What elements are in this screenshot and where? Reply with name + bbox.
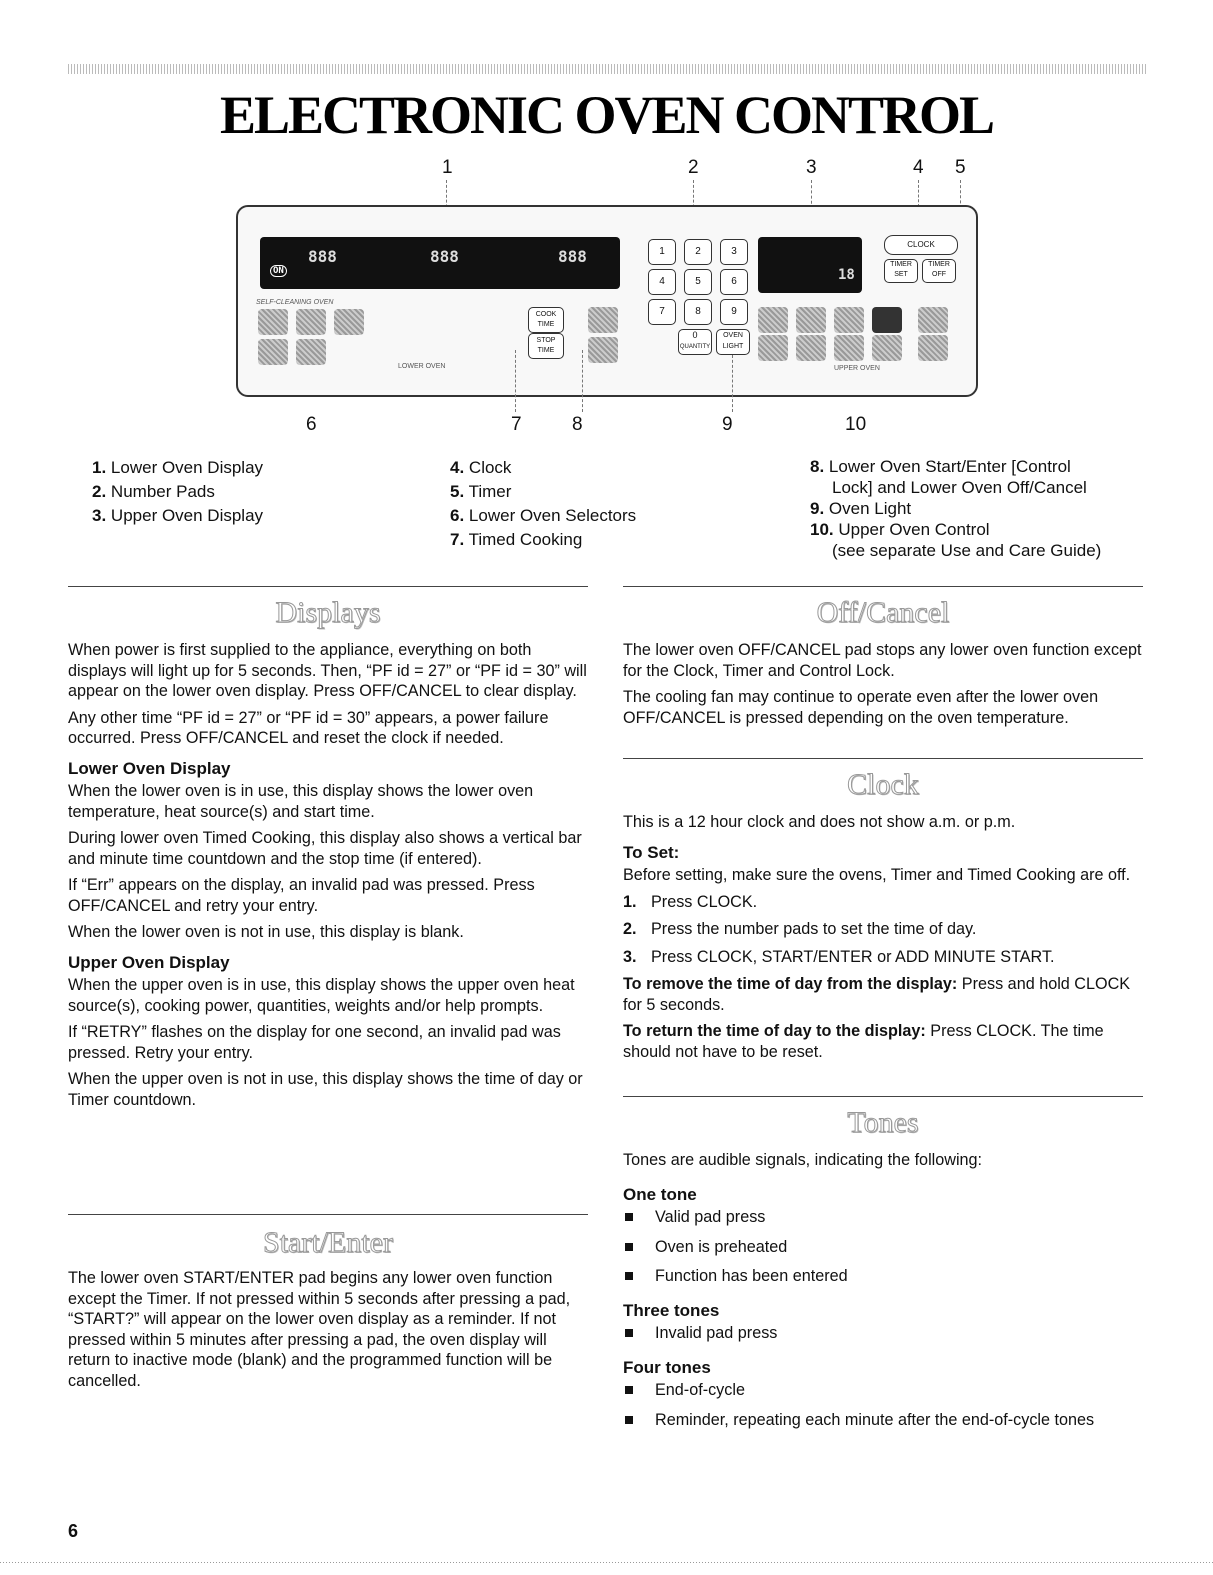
one-tone-heading: One tone [623, 1184, 697, 1204]
upper-pad [758, 335, 788, 361]
upper-pad [758, 307, 788, 333]
upper-pad [796, 335, 826, 361]
paragraph: Any other time “PF id = 27” or “PF id = 30” appears, a power failure occurred. Press OFF/CANCEL and reset the clock if needed. [68, 708, 549, 747]
step-item: 1. Press CLOCK. [623, 892, 758, 911]
paragraph: The lower oven OFF/CANCEL pad stops any lower oven function except for the Clock, Timer and Control Lock. [623, 641, 1142, 680]
legend-item: 1. Lower Oven Display [92, 458, 264, 477]
number-pad-1: 1 [648, 239, 676, 265]
control-panel-diagram [236, 205, 978, 397]
three-tones-heading: Three tones [623, 1300, 720, 1320]
bullet-item: Oven is preheated [623, 1237, 1145, 1258]
display-digits: 888 [558, 247, 587, 266]
to-set-heading: To Set: [623, 842, 680, 862]
number-pad-6: 6 [720, 269, 748, 295]
upper-pad [872, 335, 902, 361]
section-rule [68, 586, 588, 587]
paragraph: When the upper oven is not in use, this display shows the time of day or Timer countdown. [68, 1070, 583, 1109]
lower-oven-label: LOWER OVEN [398, 363, 446, 370]
off-cancel-section [623, 640, 1145, 734]
callout-2: 2 [688, 157, 699, 178]
callout-6: 6 [306, 414, 317, 435]
tones-heading: Tones [847, 1106, 919, 1139]
section-rule [68, 1214, 588, 1215]
display-digits: 18 [838, 267, 855, 283]
paragraph: Before setting, make sure the ovens, Timer and Timed Cooking are off. [623, 866, 1131, 884]
lower-oven-display [260, 237, 620, 289]
legend-item: 6. Lower Oven Selectors [450, 506, 637, 525]
upper-oven-label: UPPER OVEN [834, 365, 880, 372]
conv-bake-pad [258, 339, 288, 365]
lower-oven-display-heading: Lower Oven Display [68, 758, 231, 778]
legend-column-3 [810, 456, 1130, 561]
legend-item: 2. Number Pads [92, 482, 215, 501]
paragraph: When the lower oven is not in use, this display is blank. [68, 923, 464, 941]
self-clean-label: SELF-CLEANING OVEN [256, 299, 334, 306]
callout-4: 4 [913, 157, 924, 178]
paragraph: The cooling fan may continue to operate even after the lower oven OFF/CANCEL is pressed depending on the oven temperature. [623, 688, 1099, 727]
upper-pad [834, 335, 864, 361]
legend-item: 9. Oven Light [810, 499, 912, 518]
leader-line [732, 355, 733, 412]
quantity-label: QUANTITY [679, 344, 711, 350]
legend-item: 3. Upper Oven Display [92, 506, 264, 525]
callout-5: 5 [955, 157, 966, 178]
clock-section [623, 812, 1145, 1068]
leader-line [515, 350, 516, 412]
callout-3: 3 [806, 157, 817, 178]
auto-clean-pad [334, 309, 364, 335]
paragraph: When power is first supplied to the appliance, everything on both displays will light up for 5 seconds. Then, “PF id = 27” or “PF id = 30” will appear on the lower oven display. Press OFF/CANCEL to clear display. [68, 641, 587, 700]
callout-9: 9 [722, 414, 733, 435]
number-pad-7: 7 [648, 299, 676, 325]
paragraph: If “RETRY” flashes on the display for one second, an invalid pad was pressed. Retry your entry. [68, 1023, 561, 1062]
number-pad-3: 3 [720, 239, 748, 265]
step-item: 3. Press CLOCK, START/ENTER or ADD MINUTE START. [623, 947, 1055, 966]
start-enter-heading: Start/Enter [263, 1226, 393, 1259]
off-cancel-pad [588, 337, 618, 363]
on-indicator: ON [270, 265, 287, 277]
displays-heading: Displays [275, 596, 381, 629]
bottom-decorative-line [0, 1562, 1213, 1563]
bullet-item: End-of-cycle [623, 1380, 1145, 1401]
number-pad-0 [678, 329, 712, 355]
displays-section [68, 640, 588, 1116]
zero-label: 0 [692, 330, 698, 340]
paragraph: The lower oven START/ENTER pad begins any lower oven function except the Timer. If not pressed within 5 seconds after pressing a pad, “START?” will appear on the lower oven display as a reminder. If not pressed within 5 minutes after pressing a pad, the oven display will return to inactive mode (blank) and the programmed function will be cancelled. [68, 1269, 571, 1390]
bullet-item: Function has been entered [623, 1266, 1145, 1287]
legend-item: 4. Clock [450, 458, 512, 477]
add-minute-start-pad [918, 307, 948, 333]
callout-7: 7 [511, 414, 522, 435]
oven-light-pad: OVEN LIGHT [716, 329, 750, 355]
leader-line [582, 350, 583, 412]
callout-1: 1 [442, 157, 453, 178]
section-rule [623, 758, 1143, 759]
start-enter-pad [588, 307, 618, 333]
legend-item: 8. Lower Oven Start/Enter [Control [810, 457, 1071, 476]
paragraph: Tones are audible signals, indicating the following: [623, 1151, 983, 1169]
speed-cook-pad [872, 307, 902, 333]
off-cancel-heading: Off/Cancel [816, 596, 950, 629]
page-title: ELECTRONIC OVEN CONTROL [219, 85, 994, 145]
number-pad-5: 5 [684, 269, 712, 295]
section-rule [623, 1096, 1143, 1097]
top-decorative-band [68, 64, 1148, 74]
bullet-item: Reminder, repeating each minute after the end-of-cycle tones [623, 1410, 1145, 1431]
legend-item: 10. Upper Oven Control [810, 520, 990, 539]
clock-heading: Clock [847, 768, 919, 801]
tones-section [623, 1150, 1145, 1439]
legend-column-2 [450, 456, 750, 552]
legend-column-1 [92, 456, 392, 528]
legend-item: 7. Timed Cooking [450, 530, 583, 549]
conv-broil-pad [296, 339, 326, 365]
callout-8: 8 [572, 414, 583, 435]
upper-oven-display-heading: Upper Oven Display [68, 952, 230, 972]
number-pad-8: 8 [684, 299, 712, 325]
paragraph: When the upper oven is in use, this display shows the upper oven heat source(s), cooking power, quantities, weights and/or help prompts. [68, 976, 575, 1015]
start-enter-section [68, 1268, 588, 1397]
stop-time-pad: STOP TIME [528, 333, 564, 359]
display-digits: 888 [308, 247, 337, 266]
remove-time-paragraph: To remove the time of day from the display: Press and hold CLOCK for 5 seconds. [623, 975, 1131, 1014]
custom-broil-pad [296, 309, 326, 335]
page-number: 6 [68, 1521, 79, 1541]
number-pad-4: 4 [648, 269, 676, 295]
upper-oven-display [758, 237, 862, 293]
cook-time-pad: COOK TIME [528, 307, 564, 333]
timer-set-pad: TIMER SET [884, 259, 918, 283]
paragraph: If “Err” appears on the display, an invalid pad was pressed. Press OFF/CANCEL and retry your entry. [68, 876, 535, 915]
legend-item-cont: (see separate Use and Care Guide) [832, 541, 1102, 560]
paragraph: This is a 12 hour clock and does not show a.m. or p.m. [623, 813, 1016, 831]
bullet-item: Valid pad press [623, 1207, 1145, 1228]
upper-off-pad [918, 335, 948, 361]
number-pad-2: 2 [684, 239, 712, 265]
bake-pad [258, 309, 288, 335]
step-item: 2. Press the number pads to set the time of day. [623, 920, 977, 938]
paragraph: When the lower oven is in use, this display shows the lower oven temperature, heat source(s) and start time. [68, 782, 534, 821]
upper-pad [796, 307, 826, 333]
number-pad-9: 9 [720, 299, 748, 325]
bullet-item: Invalid pad press [623, 1323, 1145, 1344]
return-time-paragraph: To return the time of day to the display: Press CLOCK. The time should not have to be reset. [623, 1022, 1104, 1061]
legend-item: 5. Timer [450, 482, 512, 501]
legend-item-cont: Lock] and Lower Oven Off/Cancel [832, 478, 1087, 497]
section-rule [623, 586, 1143, 587]
four-tones-heading: Four tones [623, 1357, 711, 1377]
paragraph: During lower oven Timed Cooking, this display also shows a vertical bar and minute time countdown and the stop time (if entered). [68, 829, 582, 868]
timer-off-pad: TIMER OFF [922, 259, 956, 283]
upper-pad [834, 307, 864, 333]
clock-pad: CLOCK [884, 235, 958, 255]
display-digits: 888 [430, 247, 459, 266]
callout-10: 10 [845, 414, 867, 435]
